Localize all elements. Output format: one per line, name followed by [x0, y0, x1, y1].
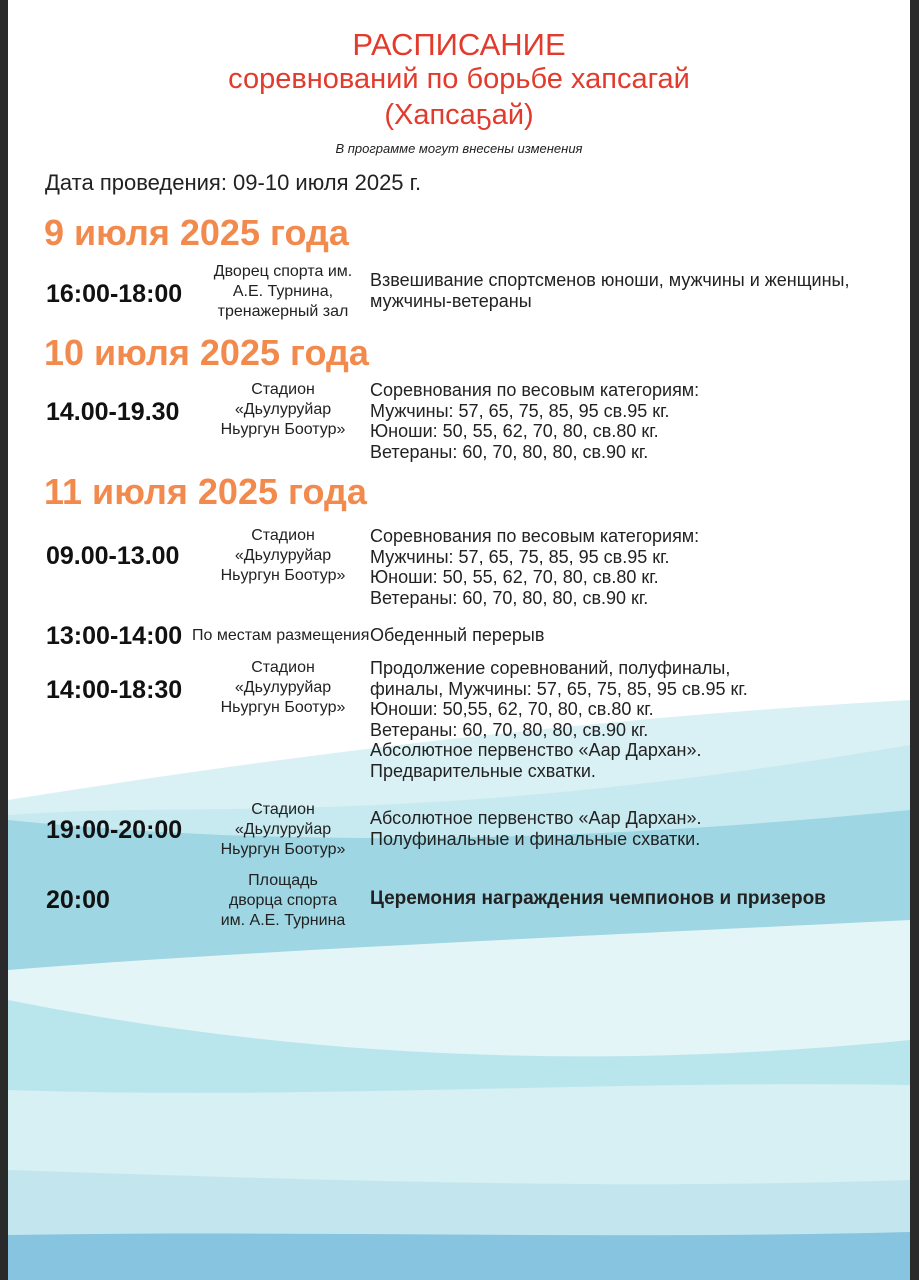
- desc-line: Соревнования по весовым категориям:: [370, 526, 700, 546]
- day-heading: 10 июля 2025 года: [44, 332, 369, 373]
- event-description: [370, 270, 890, 311]
- desc-line: Ветераны: 60, 70, 80, 80, св.90 кг.: [370, 441, 649, 462]
- event-description: [370, 658, 890, 781]
- desc-line: Взвешивание спортсменов юноши, мужчины и женщины,: [370, 270, 850, 290]
- place-line: Площадь: [248, 872, 318, 889]
- event-time: 20:00: [46, 886, 110, 914]
- event-time: 09.00-13.00: [46, 542, 180, 570]
- place-line: «Дьулуруйар: [234, 401, 332, 418]
- desc-line: Ветераны: 60, 70, 80, 80, св.90 кг.: [370, 587, 649, 608]
- desc-line: Соревнования по весовым категориям:: [370, 380, 700, 400]
- place-line: «Дьулуруйар: [234, 821, 332, 838]
- event-time: 14:00-18:30: [46, 676, 183, 704]
- event-place: [188, 262, 378, 322]
- place-line: Стадион: [251, 801, 315, 818]
- place-line: «Дьулуруйар: [234, 547, 332, 564]
- event-place: [188, 871, 378, 931]
- event-time: 19:00-20:00: [46, 816, 183, 844]
- event-description: [370, 526, 890, 608]
- event-description: [370, 625, 890, 646]
- page-subtitle-2: (Хапсаҕай): [384, 99, 534, 131]
- desc-line: Ветераны: 60, 70, 80, 80, св.90 кг.: [370, 719, 649, 740]
- event-time: 16:00-18:00: [46, 280, 183, 308]
- place-line: Ньургун Боотур»: [220, 567, 346, 584]
- event-time: 14.00-19.30: [46, 398, 180, 426]
- changes-note: В программе могут внесены изменения: [335, 141, 583, 156]
- desc-line: Абсолютное первенство «Аар Дархан».: [370, 740, 702, 760]
- place-line: Ньургун Боотур»: [220, 421, 346, 438]
- place-line: Дворец спорта им.: [213, 263, 353, 280]
- event-place: [188, 380, 378, 440]
- event-time: 13:00-14:00: [46, 622, 183, 650]
- place-line: По местам размещения: [192, 627, 370, 644]
- desc-line: Мужчины: 57, 65, 75, 85, 95 св.95 кг.: [370, 400, 670, 421]
- place-line: тренажерный зал: [217, 303, 349, 320]
- place-line: А.Е. Турнина,: [232, 283, 334, 300]
- page-title: РАСПИСАНИЕ: [352, 27, 566, 62]
- place-line: «Дьулуруйар: [234, 679, 332, 696]
- event-place: [188, 526, 378, 586]
- desc-line: мужчины-ветераны: [370, 290, 532, 311]
- desc-line: Обеденный перерыв: [370, 625, 545, 645]
- day-heading: 11 июля 2025 года: [44, 471, 367, 512]
- event-place: [188, 800, 378, 860]
- page-subtitle: соревнований по борьбе хапсагай: [228, 63, 690, 95]
- desc-line: Абсолютное первенство «Аар Дархан».: [370, 808, 702, 828]
- place-line: им. А.Е. Турнина: [220, 912, 346, 929]
- event-place: [188, 658, 378, 718]
- event-description: [370, 808, 890, 849]
- desc-line: Юноши: 50,55, 62, 70, 80, св.80 кг.: [370, 699, 654, 719]
- place-line: дворца спорта: [228, 892, 338, 909]
- place-line: Стадион: [251, 527, 315, 544]
- day-heading: 9 июля 2025 года: [44, 212, 349, 253]
- desc-line: Юноши: 50, 55, 62, 70, 80, св.80 кг.: [370, 421, 659, 441]
- event-description: [370, 889, 890, 910]
- event-description: [370, 380, 890, 462]
- desc-line: Юноши: 50, 55, 62, 70, 80, св.80 кг.: [370, 567, 659, 587]
- place-line: Ньургун Боотур»: [220, 699, 346, 716]
- place-line: Ньургун Боотур»: [220, 841, 346, 858]
- event-place: [192, 626, 368, 646]
- desc-line: финалы, Мужчины: 57, 65, 75, 85, 95 св.95 кг.: [370, 678, 748, 699]
- schedule-page: [8, 0, 910, 1280]
- desc-line: Церемония награждения чемпионов и призеров: [370, 888, 826, 909]
- desc-line: Продолжение соревнований, полуфиналы,: [370, 658, 731, 678]
- event-dates: Дата проведения: 09-10 июля 2025 г.: [45, 170, 422, 195]
- place-line: Стадион: [251, 381, 315, 398]
- desc-line: Мужчины: 57, 65, 75, 85, 95 св.95 кг.: [370, 546, 670, 567]
- desc-line: Полуфинальные и финальные схватки.: [370, 828, 701, 849]
- desc-line: Предварительные схватки.: [370, 760, 596, 781]
- place-line: Стадион: [251, 659, 315, 676]
